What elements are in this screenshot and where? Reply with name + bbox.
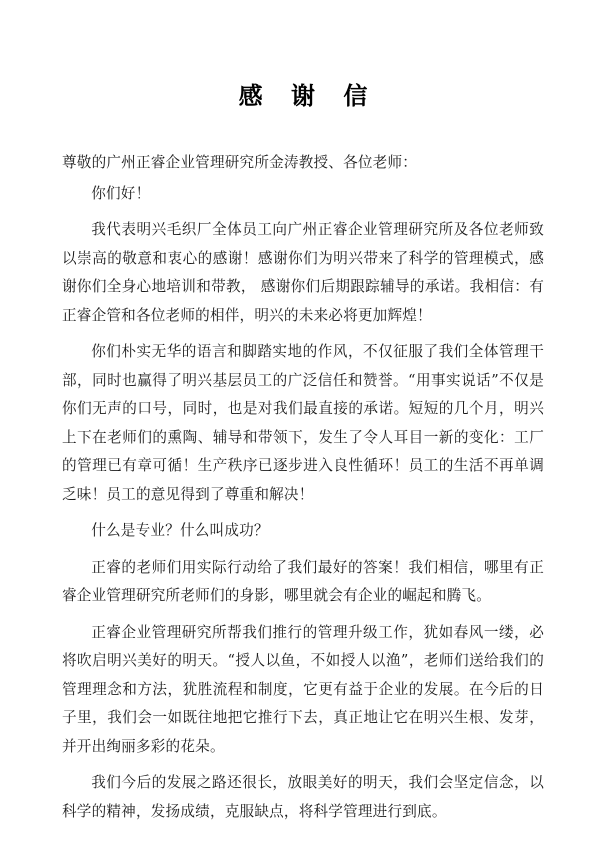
letter-paragraph-3: 什么是专业？什么叫成功？ [91, 522, 269, 539]
letter-body [62, 149, 544, 826]
letter-paragraph-5: 正睿企业管理研究所帮我们推行的管理升级工作，犹如春风一缕，必将吹启明兴美好的明天。“授人以鱼，不如授人以渔”，老师们送给我们的管理理念和方法，犹胜流程和制度，它更有益于企业的发展。在今后的日子里，我们会一如既往地把它推行下去，真正地让它在明兴生根、发芽，并开出绚丽多彩的花朵。 [62, 623, 544, 755]
page-title: 感 谢 信 [238, 81, 378, 110]
letter-salutation: 尊敬的广州正睿企业管理研究所金涛教授、各位老师： [62, 154, 418, 171]
letter-paragraph-4: 正睿的老师们用实际行动给了我们最好的答案！我们相信，哪里有正睿企业管理研究所老师们的身影，哪里就会有企业的崛起和腾飞。 [62, 558, 544, 604]
letter-paragraph-2: 你们朴实无华的语言和脚踏实地的作风，不仅征服了我们全体管理干部，同时也赢得了明兴基层员工的广泛信任和赞誉。“用事实说话”不仅是你们无声的口号，同时，也是对我们最直接的承诺。短短的几个月，明兴上下在老师们的熏陶、辅导和带领下，发生了令人耳目一新的变化：工厂的管理已有章可循！生产秩序已逐步进入良性循环！员工的生活不再单调乏味！员工的意见得到了尊重和解决！ [62, 343, 544, 503]
letter-paragraph-6: 我们今后的发展之路还很长，放眼美好的明天，我们会坚定信念，以科学的精神，发扬成绩，克服缺点，将科学管理进行到底。 [62, 774, 544, 820]
letter-paragraph-1: 我代表明兴毛织厂全体员工向广州正睿企业管理研究所及各位老师致以崇高的敬意和衷心的感谢！感谢你们为明兴带来了科学的管理模式，感谢你们全身心地培训和带教， 感谢你们后期跟踪辅导的承诺。我相信：有正睿企管和各位老师的相伴，明兴的未来必将更加辉煌！ [62, 221, 544, 324]
letter-greeting: 你们好！ [91, 184, 151, 202]
